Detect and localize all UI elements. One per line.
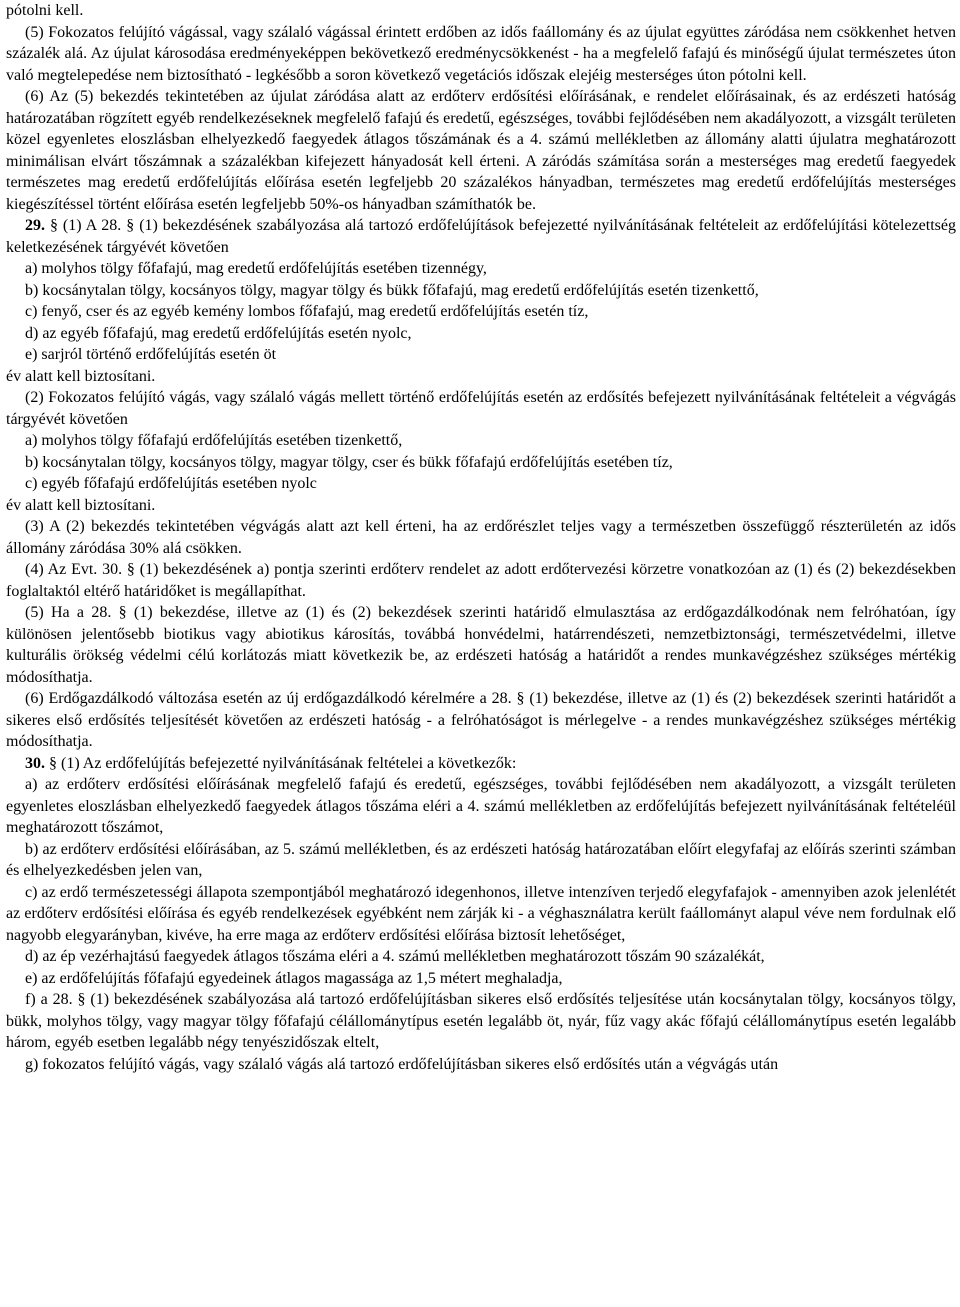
- section-number: 29.: [25, 217, 45, 234]
- paragraph: [6, 516, 956, 559]
- paragraph-text: b) az erdőterv erdősítési előírásában, az 5. számú mellékletben, és az erdészeti hatóság határozatában előírt elegyfafaj az előírás szerinti számban és elhelyezkedésben jelen van,: [6, 840, 956, 879]
- paragraph-text: (3) A (2) bekezdés tekintetében végvágás alatt azt kell érteni, ha az erdőrészlet teljes vagy a természetben összefüggő részterületén az idős állomány záródása 30% alá csökken.: [6, 518, 956, 557]
- paragraph: [6, 0, 956, 22]
- section-paragraph: [6, 753, 956, 775]
- paragraph-text: b) kocsánytalan tölgy, kocsányos tölgy, magyar tölgy és bükk főfafajú, mag eredetű erdőfelújítás esetén tizenkettő,: [25, 281, 759, 299]
- paragraph: [6, 86, 956, 215]
- list-item: [6, 839, 956, 882]
- paragraph-text: § (1) A 28. § (1) bekezdésének szabályozása alá tartozó erdőfelújítások befejezetté nyilvánításának feltételeit az erdőfelújítási kötelezettség keletkezésének tárgyévét követően: [6, 217, 956, 256]
- paragraph-text: e) az erdőfelújítás főfafajú egyedeinek átlagos magassága az 1,5 métert meghaladja,: [25, 969, 563, 987]
- paragraph-text: a) molyhos tölgy főfafajú erdőfelújítás esetében tizenkettő,: [25, 432, 403, 449]
- paragraph-text: (4) Az Evt. 30. § (1) bekezdésének a) pontja szerinti erdőterv rendelet az adott erdőtervezési körzetre vonatkozóan az (1) és (2) bekezdésekben foglaltaktól eltérő határidőket is megállapíthat.: [6, 561, 956, 600]
- paragraph-text: év alatt kell biztosítani.: [6, 496, 156, 514]
- paragraph-text: (6) Az (5) bekezdés tekintetében az újulat záródása alatt az erdőterv erdősítési előírásának, e rendelet előírásainak, és az erdészeti hatóság határozatában rögzített egyéb rendelkezéseknek megfelelő fafajú és eredetű, egészséges, további fejlődésében nem akadályozott, a vizsgált területen közel egyenletes eloszlásban elhelyezkedő faegyedek átlagos tőszámának és a 4. számú mellékletben az állomány alatti újulatra meghatározott minimálisan elvárt tőszámnak a százalékban kifejezett hányadosát kell érteni. A záródás számítása során a mesterséges mag eredetű faegyedek természetes mag eredetű erdőfelújítás előírása esetén legfeljebb 20 százalékos hányadban, természetes mag eredetű erdőfelújítás mesterséges kiegészítéssel történt előírása esetén legfeljebb 50%-os hányadban számíthatók be.: [6, 88, 956, 213]
- paragraph-text: a) az erdőterv erdősítési előírásának megfelelő fafajú és eredetű, egészséges, további fejlődésében nem akadályozott, a vizsgált területen egyenletes eloszlásban elhelyezkedő faegyedek átlagos tőszáma eléri a 4. számú mellékletben az erdőfelújítás befejezett nyilvánításának feltételéül meghatározott tőszámot,: [6, 776, 956, 836]
- list-item: [6, 946, 956, 968]
- list-item: [6, 280, 956, 302]
- list-item: [6, 344, 956, 366]
- paragraph-text: c) az erdő természetességi állapota szempontjából meghatározó idegenhonos, illetve intenzíven terjedő elegyfafajok - amennyiben azok jelenlétét az erdőterv erdősítési előírása és egyéb rendelkezések egyébként nem zárják ki - a véghasználatra került faállományt alapul véve nem fordulnak elő nagyobb elegyarányban, kivéve, ha erre maga az erdőterv erdősítési előírása biztosít lehetőséget,: [6, 883, 956, 944]
- list-item: [6, 301, 956, 323]
- paragraph-text: f) a 28. § (1) bekezdésének szabályozása alá tartozó erdőfelújításban sikeres első erdősítés teljesítése után kocsánytalan tölgy, kocsányos tölgy, bükk, molyhos tölgy, vagy magyar tölgy főfafajú célállománytípus esetén legalább öt, nyár, fűz vagy akác főfajú célállománytípus esetén legalább három, egyéb esetben legalább négy tenyészidőszak eltelt,: [6, 991, 956, 1051]
- paragraph: [6, 602, 956, 688]
- paragraph-text: d) az ép vezérhajtású faegyedek átlagos tőszáma eléri a 4. számú mellékletben meghatározott tőszám 90 százalékát,: [25, 948, 765, 965]
- section-paragraph: [6, 215, 956, 258]
- list-item: [6, 258, 956, 280]
- paragraph-text: b) kocsánytalan tölgy, kocsányos tölgy, magyar tölgy, cser és bükk főfafajú erdőfelújítás esetében tíz,: [25, 453, 673, 471]
- paragraph-text: § (1) Az erdőfelújítás befejezetté nyilvánításának feltételei a következők:: [45, 754, 517, 772]
- paragraph-text: (5) Ha a 28. § (1) bekezdése, illetve az (1) és (2) bekezdések szerinti határidő elmulasztása az erdőgazdálkodónak nem felróhatóan, így különösen jelentősebb biotikus vagy abiotikus károsítás, továbbá honvédelmi, határrendészeti, nemzetbiztonsági, természetvédelmi, illetve kulturális örökség védelmi célú korlátozás miatt következik be, az erdészeti hatóság a határidőt a rendes munkavégzéshez szükséges mértékig módosíthatja.: [6, 604, 956, 686]
- list-item: [6, 452, 956, 474]
- paragraph-text: év alatt kell biztosítani.: [6, 367, 156, 385]
- section-number: 30.: [25, 754, 45, 772]
- paragraph-text: a) molyhos tölgy főfafajú, mag eredetű erdőfelújítás esetében tizennégy,: [25, 260, 487, 277]
- paragraph: [6, 495, 956, 517]
- list-item: [6, 323, 956, 345]
- list-item: [6, 1054, 956, 1076]
- list-item: [6, 968, 956, 990]
- paragraph: [6, 387, 956, 430]
- list-item: [6, 989, 956, 1054]
- list-item: [6, 882, 956, 947]
- paragraph-text: e) sarjról történő erdőfelújítás esetén öt: [25, 346, 277, 363]
- paragraph: [6, 366, 956, 388]
- list-item: [6, 473, 956, 495]
- paragraph-text: (2) Fokozatos felújító vágás, vagy szálaló vágás mellett történő erdőfelújítás esetén az erdősítés befejezett nyilvánításának feltételeit a végvágás tárgyévét követően: [6, 389, 956, 428]
- paragraph: [6, 22, 956, 87]
- paragraph-text: c) egyéb főfafajú erdőfelújítás esetében nyolc: [25, 475, 317, 492]
- list-item: [6, 430, 956, 452]
- paragraph-text: (6) Erdőgazdálkodó változása esetén az új erdőgazdálkodó kérelmére a 28. § (1) bekezdése, illetve az (1) és (2) bekezdések szerinti határidőt a sikeres első erdősítés teljesítését követően az erdészeti hatóság - a felróhatóságot is mérlegelve - a rendes munkavégzéshez szükséges mértékig módosíthatja.: [6, 690, 956, 750]
- paragraph-text: pótolni kell.: [6, 2, 84, 19]
- list-item: [6, 774, 956, 839]
- paragraph-text: d) az egyéb főfafajú, mag eredetű erdőfelújítás esetén nyolc,: [25, 324, 412, 342]
- paragraph-text: c) fenyő, cser és az egyéb kemény lombos főfafajú, mag eredetű erdőfelújítás esetén tíz,: [25, 303, 589, 320]
- paragraph: [6, 688, 956, 753]
- paragraph: [6, 559, 956, 602]
- paragraph-text: g) fokozatos felújító vágás, vagy szálaló vágás alá tartozó erdőfelújításban sikeres első erdősítés után a végvágás után: [25, 1055, 779, 1073]
- document-page: [6, 0, 956, 1075]
- paragraph-text: (5) Fokozatos felújító vágással, vagy szálaló vágással érintett erdőben az idős faállomány és az újulat együttes záródása nem csökkenhet hetven százalék alá. Az újulat károsodása eredményeképpen bekövetkező eredménycsökkenést - ha a megfelelő fafajú és minőségű újulat természetes úton való megtelepedése nem biztosítható - legkésőbb a soron következő vegetációs időszak elejéig mesterséges úton pótolni kell.: [6, 23, 956, 84]
